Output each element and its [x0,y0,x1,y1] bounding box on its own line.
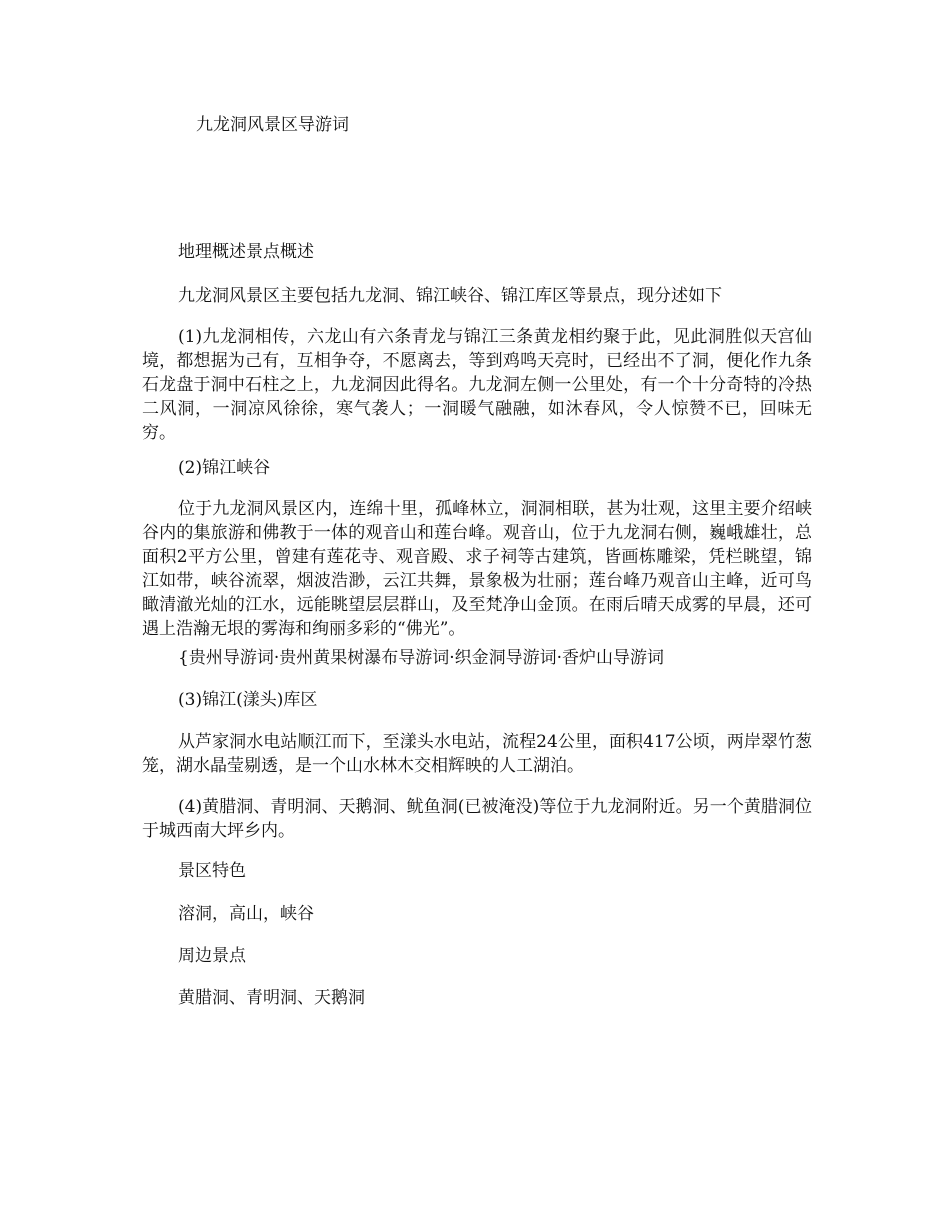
section-heading: 地理概述景点概述 [178,242,314,262]
nearby-text: 黄腊洞、青明洞、天鹅洞 [178,988,365,1008]
item3-heading: (3)锦江(漾头)库区 [178,690,318,710]
intro-paragraph: 九龙洞风景区主要包括九龙洞、锦江峡谷、锦江库区等景点，现分述如下 [178,286,722,306]
features-heading: 景区特色 [178,861,246,881]
item2-paragraph: 位于九龙洞风景区内，连绵十里，孤峰林立，洞洞相联，甚为壮观，这里主要介绍峡谷内的集旅游和佛教于一体的观音山和莲台峰。观音山，位于九龙洞右侧，巍峨雄壮，总面积2平方公里，曾建有莲花寺、观音殿、求子祠等古建筑，皆画栋雕梁，凭栏眺望，锦江如带，峡谷流翠，烟波浩渺，云江共舞，景象极为壮丽；莲台峰乃观音山主峰，近可鸟瞰清澈光灿的江水，远能眺望层层群山，及至梵净山金顶。在雨后晴天成雾的早晨，还可遇上浩瀚无垠的雾海和绚丽多彩的“佛光”。 [142,499,812,639]
item3-paragraph: 从芦家洞水电站顺江而下，至漾头水电站，流程24公里，面积417公顷，两岸翠竹葱笼，湖水晶莹剔透，是一个山水林木交相辉映的人工湖泊。 [142,732,812,776]
features-text: 溶洞，高山，峡谷 [178,904,314,924]
document-title: 九龙洞风景区导游词 [196,115,349,135]
item1-paragraph: (1)九龙洞相传，六龙山有六条青龙与锦江三条黄龙相约聚于此，见此洞胜似天宫仙境，都想据为己有，互相争夺，不愿离去，等到鸡鸣天亮时，已经出不了洞，便化作九条石龙盘于洞中石柱之上，九龙洞因此得名。九龙洞左侧一公里处，有一个十分奇特的冷热二风洞，一洞凉风徐徐，寒气袭人；一洞暖气融融，如沐春风，令人惊赞不已，回味无穷。 [142,327,812,443]
related-links-line: {贵州导游词·贵州黄果树瀑布导游词·织金洞导游词·香炉山导游词 [178,648,665,668]
item2-heading: (2)锦江峡谷 [178,458,271,478]
nearby-heading: 周边景点 [178,946,246,966]
item4-paragraph: (4)黄腊洞、青明洞、天鹅洞、鱿鱼洞(已被淹没)等位于九龙洞附近。另一个黄腊洞位于城西南大坪乡内。 [142,797,812,841]
